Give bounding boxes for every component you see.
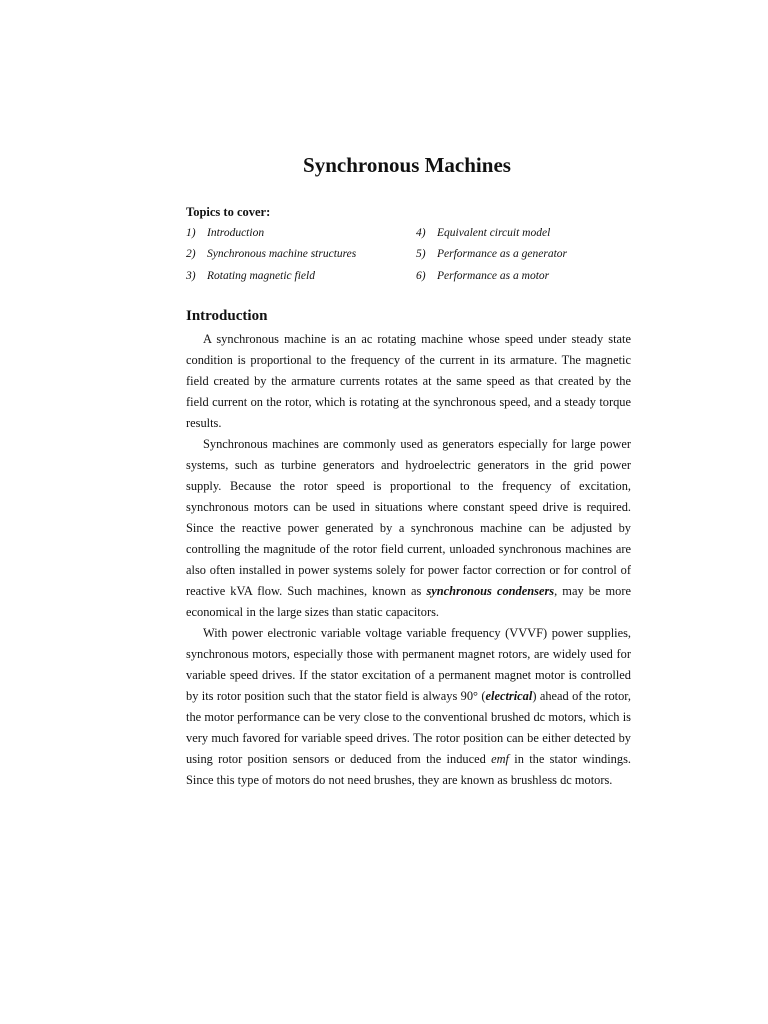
paragraph-text: , may be more economical in the large sizes than static capacitors. [186,584,631,619]
body-text [186,329,631,791]
paragraph [186,434,631,623]
topic-label: Performance as a generator [437,248,567,260]
topic-label: Synchronous machine structures [207,248,357,260]
topic-number: 3) [186,270,196,282]
topic-item [186,248,356,260]
topic-number: 2) [186,248,196,260]
topic-label: Performance as a motor [437,270,550,282]
paragraph-text: in the stator windings. Since this type of motors do not need brushes, they are known as brushless dc motors. [186,752,631,787]
topic-item [186,227,264,239]
paragraph-text: Synchronous machines are commonly used as generators especially for large power systems, such as turbine generators and hydroelectric generators in the grid power supply. Because the rotor speed is proportional to the frequency of excitation, synchronous motors can be used in situations where constant speed drive is required. Since the reactive power generated by a synchronous machine can be adjusted by controlling the magnitude of the rotor field current, unloaded synchronous machines are also often installed in power systems solely for power factor correction or for control of reactive kVA flow. Such machines, known as [186,437,631,598]
paragraph-text: ) ahead of the rotor, the motor performance can be very close to the conventional brushed dc motors, which is very much favored for variable speed drives. The rotor position can be either detected by using rotor position sensors or deduced from the induced [186,689,632,766]
topic-number: 1) [186,227,196,239]
topics-heading: Topics to cover: [186,205,271,219]
topic-label: Rotating magnetic field [207,270,315,282]
topic-number: 5) [416,248,426,260]
paragraph: A synchronous machine is an ac rotating machine whose speed under steady state condition is proportional to the frequency of the current in its armature. The magnetic field created by the armature currents rotates at the same speed as that created by the field current on the rotor, which is rotating at the synchronous speed, and a steady torque results. [186,332,631,430]
topic-number: 4) [416,227,426,239]
paragraph-text: With power electronic variable voltage variable frequency (VVVF) power supplies, synchronous motors, especially those with permanent magnet rotors, are widely used for variable speed drives. If the stator excitation of a permanent magnet motor is controlled by its rotor position such that the stator field is always 90° ( [186,626,631,703]
topic-item [186,270,315,282]
paragraph [186,623,631,791]
section-heading-introduction: Introduction [186,308,268,324]
topic-item [416,227,550,239]
emphasized-term: emf [491,752,509,766]
emphasized-term: electrical [485,689,533,703]
topic-number: 6) [416,270,426,282]
page-title: Synchronous Machines [303,153,511,177]
topic-item [416,270,549,282]
emphasized-term: synchronous condensers [426,584,555,598]
topic-item [416,248,567,260]
topic-label: Introduction [207,227,265,239]
topic-label: Equivalent circuit model [437,227,551,239]
